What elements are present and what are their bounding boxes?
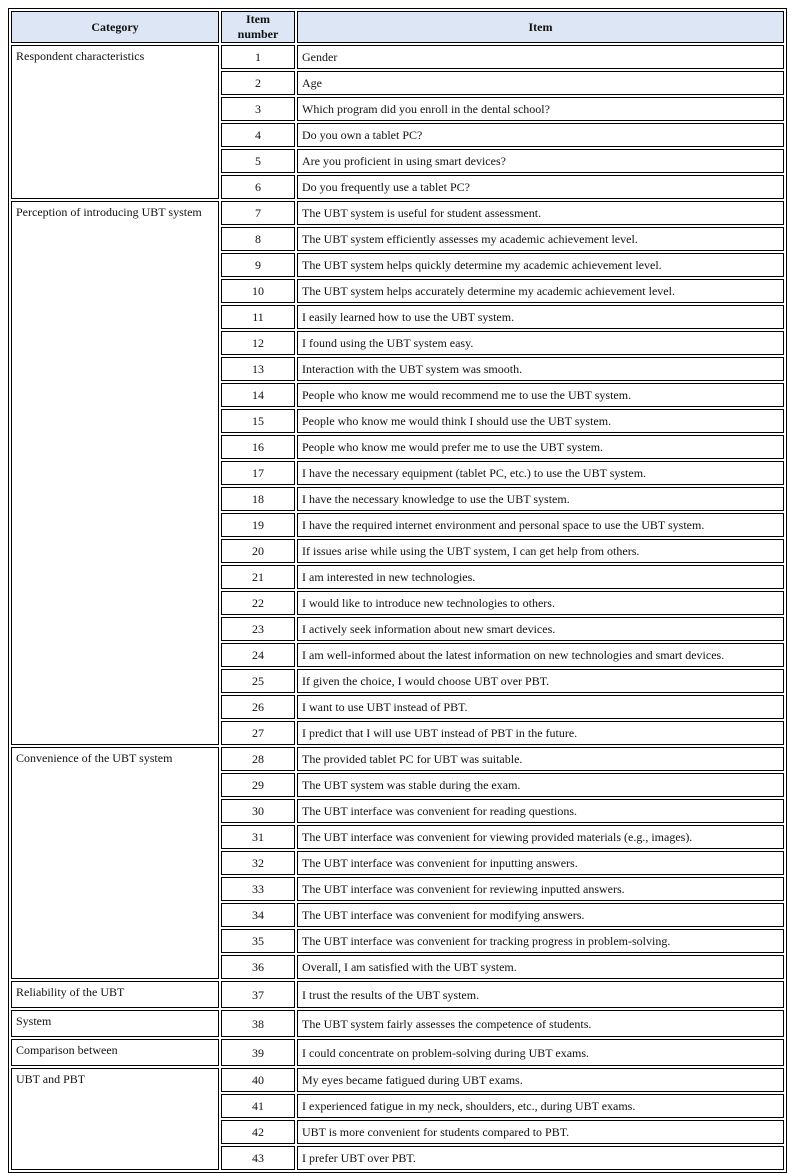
item-number-cell: 24 <box>221 643 295 667</box>
item-text-cell: The UBT interface was convenient for modifying answers. <box>297 903 784 927</box>
item-number-cell: 15 <box>221 409 295 433</box>
table-row <box>11 1039 784 1066</box>
table-header <box>11 11 784 43</box>
item-text-cell: My eyes became fatigued during UBT exams. <box>297 1068 784 1092</box>
item-text-cell: I trust the results of the UBT system. <box>297 981 784 1008</box>
item-text-cell: I actively seek information about new smart devices. <box>297 617 784 641</box>
item-number-cell: 29 <box>221 773 295 797</box>
item-text-cell: The UBT system helps accurately determine my academic achievement level. <box>297 279 784 303</box>
item-text-cell: Interaction with the UBT system was smooth. <box>297 357 784 381</box>
item-number-cell: 6 <box>221 175 295 199</box>
item-text-cell: I prefer UBT over PBT. <box>297 1146 784 1170</box>
table-row <box>11 201 784 225</box>
item-column-header: Item <box>297 11 784 43</box>
item-number-cell: 22 <box>221 591 295 615</box>
category-cell: UBT and PBT <box>11 1068 219 1170</box>
header-row <box>11 11 784 43</box>
item-number-cell: 1 <box>221 45 295 69</box>
item-text-cell: If issues arise while using the UBT system, I can get help from others. <box>297 539 784 563</box>
table-row <box>11 981 784 1008</box>
item-number-cell: 14 <box>221 383 295 407</box>
item-number-cell: 30 <box>221 799 295 823</box>
item-text-cell: I have the necessary equipment (tablet PC, etc.) to use the UBT system. <box>297 461 784 485</box>
item-text-cell: The UBT interface was convenient for tracking progress in problem-solving. <box>297 929 784 953</box>
item-number-cell: 20 <box>221 539 295 563</box>
item-number-cell: 8 <box>221 227 295 251</box>
item-text-cell: Which program did you enroll in the dental school? <box>297 97 784 121</box>
item-text-cell: The UBT interface was convenient for reading questions. <box>297 799 784 823</box>
item-number-cell: 19 <box>221 513 295 537</box>
item-number-cell: 7 <box>221 201 295 225</box>
item-text-cell: I am well-informed about the latest information on new technologies and smart devices. <box>297 643 784 667</box>
item-number-cell: 40 <box>221 1068 295 1092</box>
item-text-cell: The UBT system efficiently assesses my academic achievement level. <box>297 227 784 251</box>
item-text-cell: The UBT interface was convenient for inputting answers. <box>297 851 784 875</box>
item-number-cell: 42 <box>221 1120 295 1144</box>
item-number-cell: 9 <box>221 253 295 277</box>
item-text-cell: If given the choice, I would choose UBT over PBT. <box>297 669 784 693</box>
item-text-cell: I found using the UBT system easy. <box>297 331 784 355</box>
item-text-cell: I experienced fatigue in my neck, shoulders, etc., during UBT exams. <box>297 1094 784 1118</box>
item-text-cell: Gender <box>297 45 784 69</box>
category-cell: System <box>11 1010 219 1037</box>
item-number-cell: 12 <box>221 331 295 355</box>
item-number-column-header: Item number <box>221 11 295 43</box>
item-number-cell: 25 <box>221 669 295 693</box>
item-text-cell: The UBT system fairly assesses the competence of students. <box>297 1010 784 1037</box>
item-number-cell: 4 <box>221 123 295 147</box>
item-number-cell: 26 <box>221 695 295 719</box>
category-cell: Reliability of the UBT <box>11 981 219 1008</box>
item-number-cell: 17 <box>221 461 295 485</box>
item-text-cell: The UBT interface was convenient for reviewing inputted answers. <box>297 877 784 901</box>
item-number-cell: 21 <box>221 565 295 589</box>
item-number-cell: 32 <box>221 851 295 875</box>
item-text-cell: I am interested in new technologies. <box>297 565 784 589</box>
item-text-cell: Overall, I am satisfied with the UBT system. <box>297 955 784 979</box>
item-number-cell: 34 <box>221 903 295 927</box>
category-cell: Respondent characteristics <box>11 45 219 199</box>
category-cell: Convenience of the UBT system <box>11 747 219 979</box>
item-number-cell: 18 <box>221 487 295 511</box>
item-text-cell: People who know me would recommend me to use the UBT system. <box>297 383 784 407</box>
item-text-cell: The UBT system was stable during the exam. <box>297 773 784 797</box>
item-number-cell: 3 <box>221 97 295 121</box>
item-text-cell: Are you proficient in using smart devices? <box>297 149 784 173</box>
item-number-cell: 5 <box>221 149 295 173</box>
item-text-cell: People who know me would think I should use the UBT system. <box>297 409 784 433</box>
item-text-cell: The UBT system is useful for student assessment. <box>297 201 784 225</box>
survey-items-table-container <box>8 8 787 1173</box>
item-number-cell: 2 <box>221 71 295 95</box>
item-number-cell: 16 <box>221 435 295 459</box>
item-number-cell: 41 <box>221 1094 295 1118</box>
item-number-cell: 27 <box>221 721 295 745</box>
item-text-cell: I have the required internet environment and personal space to use the UBT system. <box>297 513 784 537</box>
item-number-cell: 11 <box>221 305 295 329</box>
item-number-cell: 37 <box>221 981 295 1008</box>
item-text-cell: The UBT system helps quickly determine my academic achievement level. <box>297 253 784 277</box>
item-text-cell: People who know me would prefer me to use the UBT system. <box>297 435 784 459</box>
category-column-header: Category <box>11 11 219 43</box>
item-text-cell: The UBT interface was convenient for viewing provided materials (e.g., images). <box>297 825 784 849</box>
item-number-cell: 13 <box>221 357 295 381</box>
item-text-cell: I have the necessary knowledge to use the UBT system. <box>297 487 784 511</box>
item-text-cell: I easily learned how to use the UBT system. <box>297 305 784 329</box>
item-text-cell: Do you frequently use a tablet PC? <box>297 175 784 199</box>
table-row <box>11 1010 784 1037</box>
item-number-cell: 28 <box>221 747 295 771</box>
item-text-cell: I want to use UBT instead of PBT. <box>297 695 784 719</box>
table-row <box>11 45 784 69</box>
item-text-cell: UBT is more convenient for students compared to PBT. <box>297 1120 784 1144</box>
item-text-cell: I would like to introduce new technologies to others. <box>297 591 784 615</box>
category-cell: Comparison between <box>11 1039 219 1066</box>
item-number-cell: 43 <box>221 1146 295 1170</box>
item-text-cell: Age <box>297 71 784 95</box>
table-row <box>11 747 784 771</box>
item-text-cell: I could concentrate on problem-solving during UBT exams. <box>297 1039 784 1066</box>
item-number-cell: 23 <box>221 617 295 641</box>
table-row <box>11 1068 784 1092</box>
item-text-cell: Do you own a tablet PC? <box>297 123 784 147</box>
item-number-cell: 39 <box>221 1039 295 1066</box>
survey-items-table <box>8 8 787 1173</box>
item-text-cell: I predict that I will use UBT instead of PBT in the future. <box>297 721 784 745</box>
table-body <box>11 45 784 1170</box>
item-number-cell: 33 <box>221 877 295 901</box>
item-number-cell: 10 <box>221 279 295 303</box>
item-number-cell: 31 <box>221 825 295 849</box>
item-text-cell: The provided tablet PC for UBT was suitable. <box>297 747 784 771</box>
item-number-cell: 38 <box>221 1010 295 1037</box>
item-number-cell: 36 <box>221 955 295 979</box>
item-number-cell: 35 <box>221 929 295 953</box>
category-cell: Perception of introducing UBT system <box>11 201 219 745</box>
